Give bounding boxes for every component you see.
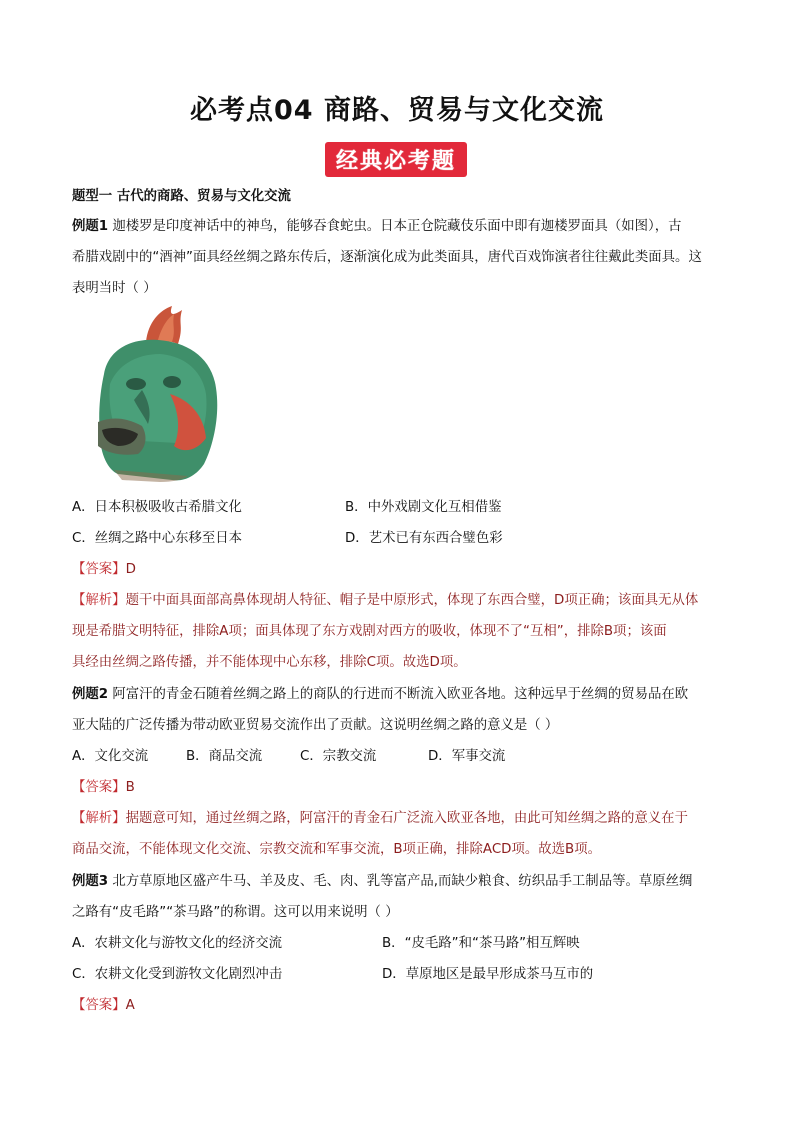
q3-option-a: A．农耕文化与游牧文化的经济交流 [72,936,283,951]
q3-answer [72,997,732,1015]
section-heading: 题型一 古代的商路、贸易与文化交流 [72,189,291,204]
q1-line-2: 希腊戏剧中的“酒神”面具经丝绸之路东传后，逐渐演化成为此类面具，唐代百戏饰演者往往戴此类面具。这 [72,250,702,265]
page-title: 必考点04 商路、贸易与文化交流 [190,95,604,126]
q3-line-1 [72,873,732,891]
q1-line-1 [72,218,732,236]
q1-analysis-line-2: 现是希腊文明特征，排除A项；面具体现了东方戏剧对西方的吸收，体现不了“互相”，排除B项；该面 [72,624,667,639]
badge-label: 经典必考题 [335,149,456,174]
q1-option-d: D．艺术已有东西合璧色彩 [345,531,503,546]
q2-option-c: C．宗教交流 [300,749,377,764]
q3-answer-tag: 【答案】 [72,998,126,1013]
q2-option-d: D．军事交流 [428,749,506,764]
q1-analysis-line-1 [72,592,732,610]
q2-answer [72,779,732,797]
q2-option-b: B．商品交流 [186,749,263,764]
q1-analysis-tag: 【解析】 [72,593,126,608]
q1-answer [72,561,732,579]
q3-option-b: B．“皮毛路”和“茶马路”相互辉映 [382,936,580,951]
q2-analysis-line-2: 商品交流，不能体现文化交流、宗教交流和军事交流，B项正确，排除ACD项。故选B项。 [72,842,602,857]
garuda-mask-image [88,304,228,484]
q3-option-d: D．草原地区是最早形成茶马互市的 [382,967,594,982]
q2-line-2: 亚大陆的广泛传播为带动欧亚贸易交流作出了贡献。这说明丝绸之路的意义是（ ） [72,718,559,733]
q1-text-1: 迦楼罗是印度神话中的神鸟，能够吞食蛇虫。日本正仓院藏伎乐面中即有迦楼罗面具（如图），古 [112,219,682,234]
q1-analysis-text-1: 题干中面具面部高鼻体现胡人特征、帽子是中原形式，体现了东西合璧，D项正确；该面具无从体 [125,593,699,608]
q2-analysis-line-1 [72,810,732,828]
q2-line-1 [72,686,732,704]
q1-option-b: B．中外戏剧文化互相借鉴 [345,500,502,515]
q2-text-1: 阿富汗的青金石随着丝绸之路上的商队的行进而不断流入欧亚各地。这种远早于丝绸的贸易品在欧 [112,687,689,702]
q1-answer-value: D [125,562,136,577]
q2-option-a: A．文化交流 [72,749,149,764]
q2-answer-value: B [125,780,135,795]
q2-analysis-text-1: 据题意可知，通过丝绸之路，阿富汗的青金石广泛流入欧亚各地，由此可知丝绸之路的意义在于 [125,811,688,826]
q1-label: 例题1 [72,219,109,234]
q1-option-c: C．丝绸之路中心东移至日本 [72,531,243,546]
q1-line-3: 表明当时（ ） [72,281,157,296]
q3-label: 例题3 [72,874,109,889]
q3-option-c: C．农耕文化受到游牧文化剧烈冲击 [72,967,283,982]
q1-option-a: A．日本积极吸收古希腊文化 [72,500,242,515]
q2-answer-tag: 【答案】 [72,780,126,795]
q3-text-1: 北方草原地区盛产牛马、羊及皮、毛、肉、乳等富产品,而缺少粮食、纺织品手工制品等。草原丝绸 [112,874,693,889]
q3-line-2: 之路有“皮毛路”“茶马路”的称谓。这可以用来说明（ ） [72,905,399,920]
q2-label: 例题2 [72,687,109,702]
classic-questions-badge [325,142,467,177]
q3-answer-value: A [125,998,135,1013]
q2-analysis-tag: 【解析】 [72,811,126,826]
q1-answer-tag: 【答案】 [72,562,126,577]
q1-analysis-line-3: 具经由丝绸之路传播，并不能体现中心东移，排除C项。故选D项。 [72,655,467,670]
